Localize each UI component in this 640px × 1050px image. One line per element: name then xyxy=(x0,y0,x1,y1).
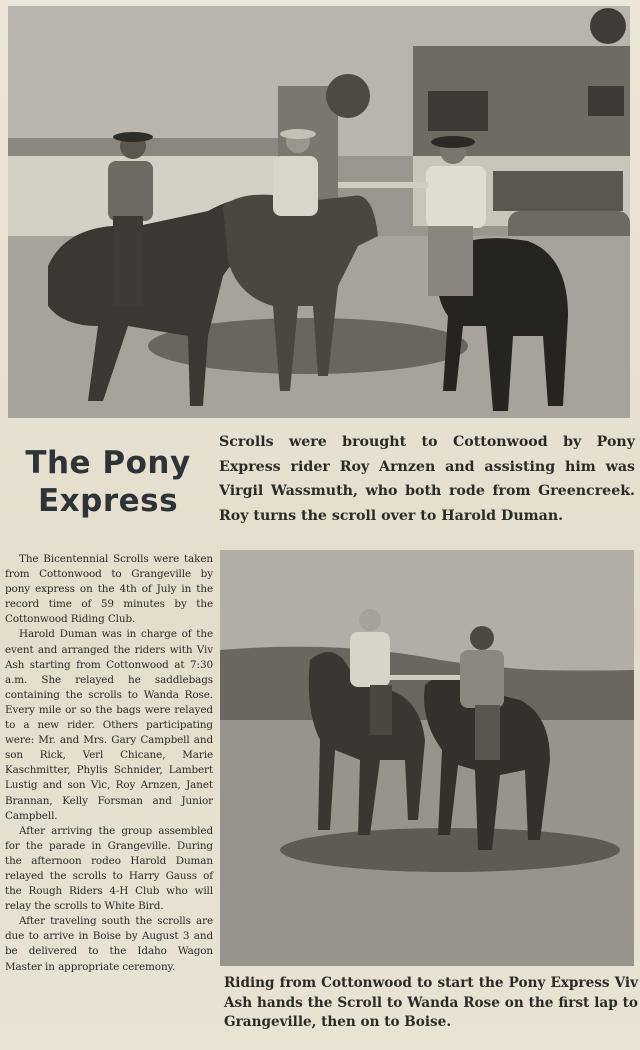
caption-bottom: Riding from Cottonwood to start the Pony Express Viv Ash hands the Scroll to Wanda Rose on the first lap to Grangeville, then on to Boise. xyxy=(224,975,638,1030)
article-paragraph: Harold Duman was in charge of the event and arranged the riders with Viv Ash starting from Cottonwood at 7:30 a.m. She relayed he saddlebags containing the scrolls to Wanda Rose. Every mile or so the bags were relayed to a new rider. Others participating were: Mr. and Mrs. Gary Campbell and son Rick, Verl Chicane, Marie Kaschmitter, Phylis Schnider, Lambert Lustig and son Vic, Roy Arnzen, Janet Brannan, Kelly Forsman and Junior Campbell. xyxy=(5,628,213,822)
photo-riders-street xyxy=(8,6,630,418)
headline-line-1: The Pony xyxy=(25,445,191,481)
article-paragraph: After arriving the group assembled for the parade in Grangeville. During the afternoon rodeo Harold Duman relayed the scrolls to Harry Gauss of the Rough Riders 4-H Club who will relay the scrolls to White Bird. xyxy=(5,824,213,913)
article-paragraph: After traveling south the scrolls are due to arrive in Boise by August 3 and be delivered to the Idaho Wagon Master in appropriate ceremony. xyxy=(5,915,213,973)
caption-top: Scrolls were brought to Cottonwood by Pony Express rider Roy Arnzen and assisting him was Virgil Wassmuth, who both rode from Greencreek. Roy turns the scroll over to Harold Duman. xyxy=(219,434,635,524)
headline-line-2: Express xyxy=(37,483,179,519)
photo-riders-hillside xyxy=(220,550,634,966)
photo-riders-hillside-image xyxy=(220,550,634,966)
headline xyxy=(10,444,206,520)
article-paragraph: The Bicentennial Scrolls were taken from Cottonwood to Grangeville by pony express on the 4th of July in the record time of 59 minutes by the Cottonwood Riding Club. xyxy=(5,553,213,626)
article-body xyxy=(5,552,213,975)
photo-riders-street-image xyxy=(8,6,630,418)
